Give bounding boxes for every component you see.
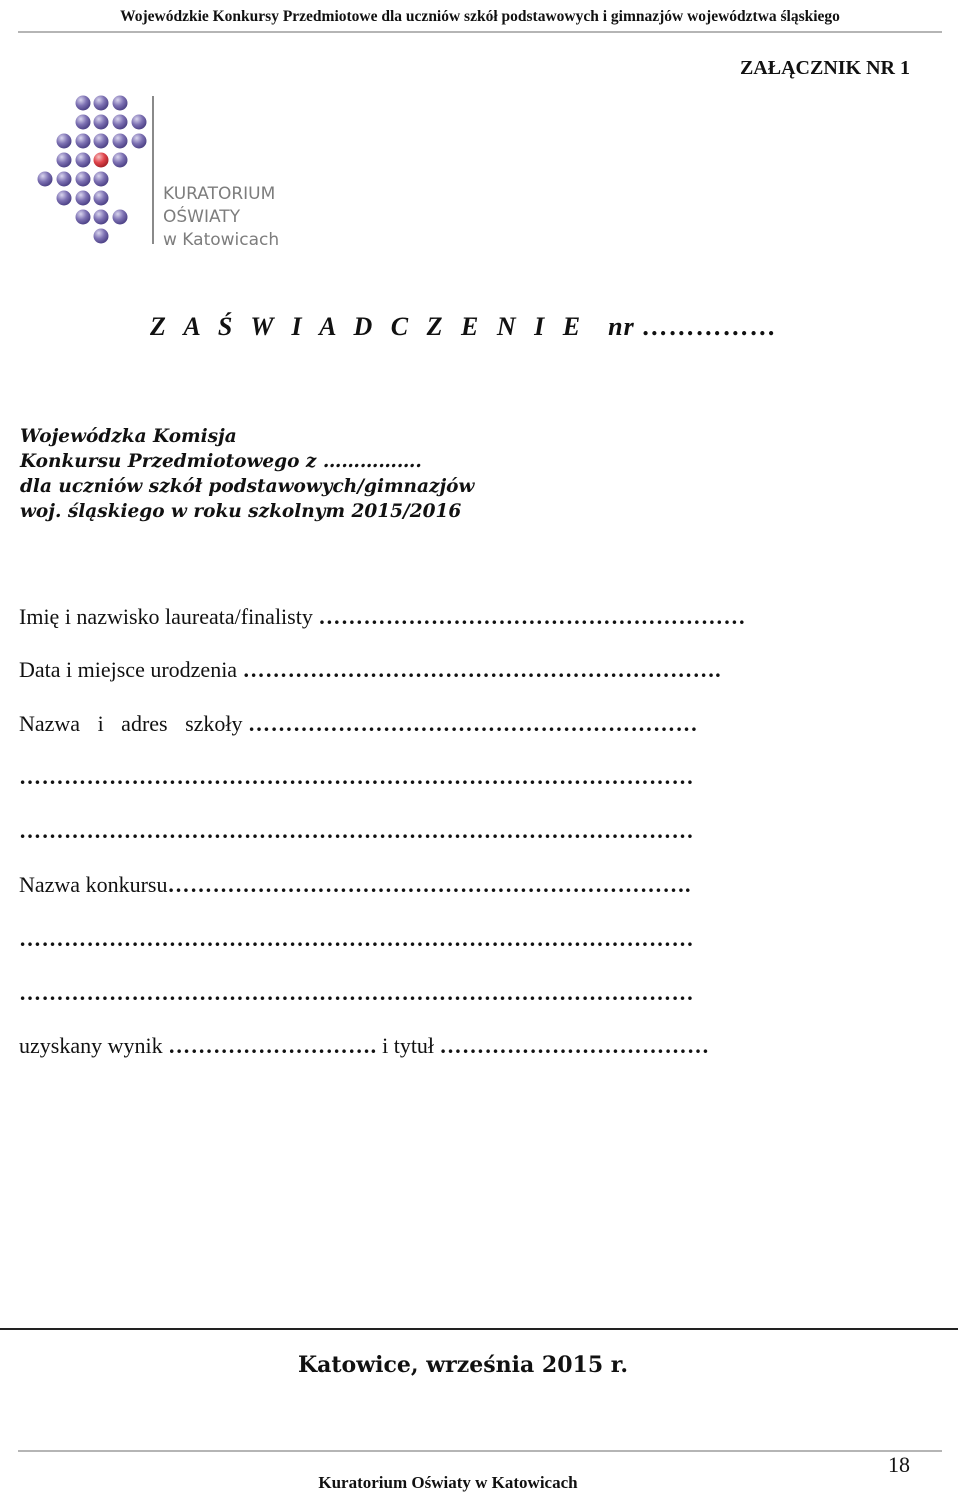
annex-label: ZAŁĄCZNIK NR 1 <box>739 57 910 79</box>
field-laureate-name <box>19 604 746 630</box>
header-rule <box>18 31 942 33</box>
logo-dot <box>57 134 72 149</box>
logo-dot <box>76 96 91 111</box>
certificate-title <box>150 312 777 342</box>
logo-dots-graphic <box>30 90 160 250</box>
field-dots-contest-2: ……………………………………………………………………………… <box>19 926 694 951</box>
commission-line-3: dla uczniów szkół podstawowych/gimnazjów <box>20 476 475 497</box>
field-school <box>19 711 698 737</box>
logo-dot <box>94 134 109 149</box>
logo-dot <box>76 134 91 149</box>
logo-text-line2: OŚWIATY <box>163 207 241 227</box>
logo-dot <box>94 210 109 225</box>
logo-dot <box>132 115 147 130</box>
logo-text-line3: w Katowicach <box>163 230 280 250</box>
field-label-school: Nazwa i adres szkoły <box>19 711 243 736</box>
logo-dot <box>76 210 91 225</box>
logo-dot <box>132 134 147 149</box>
field-label-title: i tytuł <box>382 1033 435 1058</box>
logo-dot <box>76 172 91 187</box>
field-dots-contest: ……………………………………………………………. <box>167 872 691 897</box>
footer-top-rule <box>0 1328 958 1330</box>
logo-dot <box>113 210 128 225</box>
field-dots-contest-3: ……………………………………………………………………………… <box>19 980 694 1005</box>
logo-dot <box>57 172 72 187</box>
logo-dot <box>113 115 128 130</box>
field-school-line-2 <box>19 764 694 790</box>
logo-dot <box>94 96 109 111</box>
certificate-heading: Z A Ś W I A D C Z E N I E <box>150 312 587 341</box>
field-dots-school: …………………………………………………… <box>248 711 699 736</box>
commission-block <box>20 424 474 524</box>
field-label-name: Imię i nazwisko laureata/finalisty <box>19 604 313 629</box>
logo-dot <box>57 153 72 168</box>
certificate-number: nr …………… <box>608 312 778 341</box>
place-date: Katowice, września 2015 r. <box>298 1352 629 1378</box>
logo-divider <box>152 96 154 244</box>
logo-dot <box>113 153 128 168</box>
commission-line-2: Konkursu Przedmiotowego z ……………. <box>20 451 422 472</box>
logo-dot <box>94 191 109 206</box>
field-dots-school-2: ……………………………………………………………………………… <box>19 764 694 789</box>
logo-text <box>163 183 279 252</box>
field-label-contest: Nazwa konkursu <box>19 872 168 897</box>
field-dots-birth: ………………………………………………………. <box>242 657 722 682</box>
field-birth <box>19 657 721 683</box>
logo-dot <box>113 96 128 111</box>
logo-dot-accent <box>94 153 109 168</box>
logo-dot <box>94 115 109 130</box>
commission-line-1: Wojewódzka Komisja <box>20 426 237 447</box>
logo-dot <box>94 229 109 244</box>
running-header: Wojewódzkie Konkursy Przedmiotowe dla uczniów szkół podstawowych i gimnazjów województwa śląskiego <box>120 8 840 25</box>
logo-dot <box>94 172 109 187</box>
page-number: 18 <box>888 1452 910 1477</box>
logo-dot <box>113 134 128 149</box>
logo-dot <box>38 172 53 187</box>
logo-dot <box>76 191 91 206</box>
field-dots-school-3: ……………………………………………………………………………… <box>19 818 694 843</box>
field-dots-title: ……………………………… <box>439 1033 710 1058</box>
field-label-result: uzyskany wynik <box>19 1033 163 1058</box>
commission-line-4: woj. śląskiego w roku szkolnym 2015/2016 <box>20 501 462 522</box>
field-contest-line-2 <box>19 926 694 952</box>
field-school-line-3 <box>19 818 694 844</box>
field-contest-line-3 <box>19 980 694 1006</box>
logo-dot <box>76 115 91 130</box>
field-contest <box>19 872 691 898</box>
logo-dot <box>76 153 91 168</box>
field-result <box>19 1033 710 1059</box>
page-footer-rule <box>18 1450 942 1452</box>
logo-dot <box>57 191 72 206</box>
field-dots-result: ………………………. <box>168 1033 377 1058</box>
logo-text-line1: KURATORIUM <box>163 184 276 204</box>
field-dots-name: ………………………………………………… <box>318 604 746 629</box>
footer-institution: Kuratorium Oświaty w Katowicach <box>318 1473 578 1492</box>
field-label-birth: Data i miejsce urodzenia <box>19 657 238 682</box>
